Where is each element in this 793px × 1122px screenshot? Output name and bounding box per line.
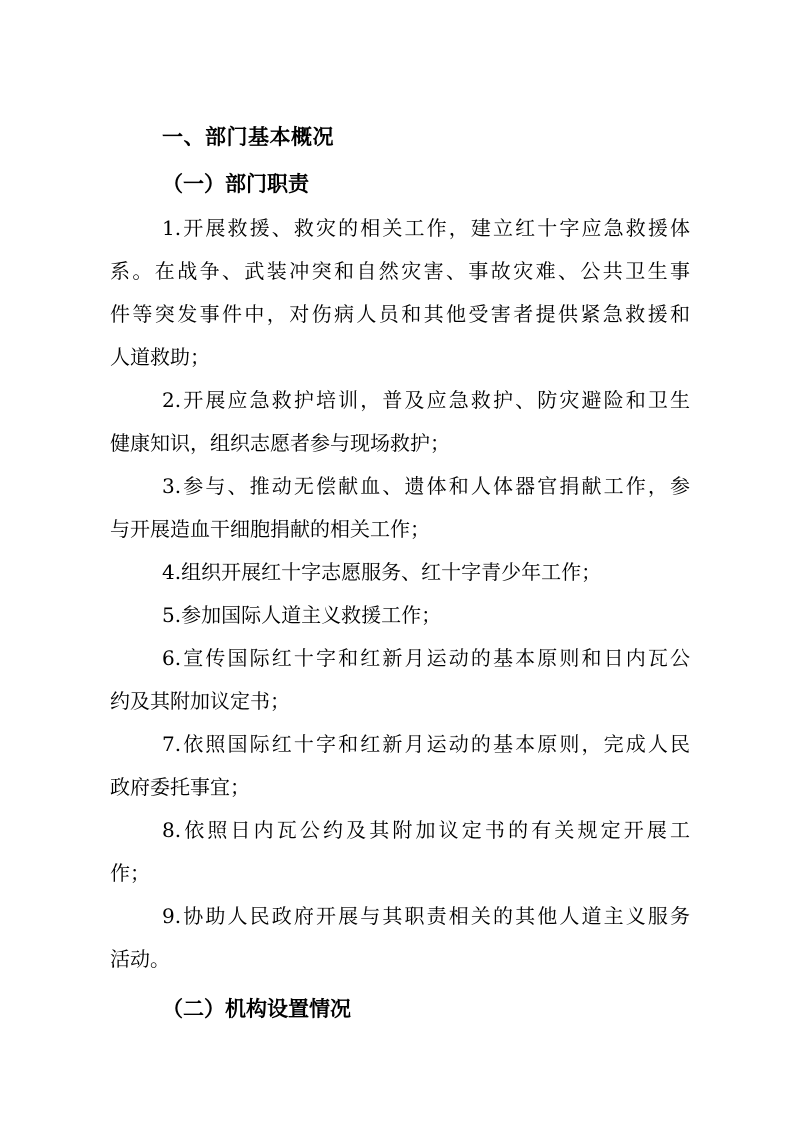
- paragraph-line: 4.组织开展红十字志愿服务、红十字青少年工作；: [162, 560, 602, 584]
- paragraph-line: 活动。: [110, 947, 170, 971]
- duty-item-1: [110, 207, 690, 379]
- duty-item-8: [110, 809, 690, 895]
- paragraph-line: 约及其附加议定书；: [110, 689, 290, 713]
- paragraph-line: 作；: [110, 861, 150, 885]
- paragraph-line: 3.参与、推动无偿献血、遗体和人体器官捐献工作，参: [162, 474, 690, 498]
- paragraph-line: 5.参加国际人道主义救援工作；: [162, 603, 442, 627]
- duty-item-6: [110, 637, 690, 723]
- chapter-heading: 一、部门基本概况: [162, 125, 334, 149]
- duty-item-7: [110, 723, 690, 809]
- paragraph-line: 与开展造血干细胞捐献的相关工作；: [110, 517, 430, 541]
- paragraph-line: 系。在战争、武装冲突和自然灾害、事故灾难、公共卫生事: [110, 259, 690, 283]
- section-heading-duties: （一）部门职责: [162, 172, 309, 196]
- duty-item-9: [110, 895, 690, 981]
- duty-item-3: [110, 465, 690, 551]
- paragraph-line: 6.宣传国际红十字和红新月运动的基本原则和日内瓦公: [162, 646, 690, 670]
- paragraph-line: 8.依照日内瓦公约及其附加议定书的有关规定开展工: [162, 818, 690, 842]
- duty-item-2: [110, 379, 690, 465]
- paragraph-line: 1.开展救援、救灾的相关工作，建立红十字应急救援体: [162, 216, 690, 240]
- duty-item-5: [110, 594, 690, 637]
- paragraph-line: 人道救助；: [110, 345, 210, 369]
- duty-item-4: [110, 551, 690, 594]
- paragraph-line: 2.开展应急救护培训，普及应急救护、防灾避险和卫生: [162, 388, 690, 412]
- section-heading-organization: （二）机构设置情况: [162, 997, 351, 1021]
- paragraph-line: 7.依照国际红十字和红新月运动的基本原则，完成人民: [162, 732, 690, 756]
- paragraph-line: 健康知识，组织志愿者参与现场救护；: [110, 431, 450, 455]
- paragraph-line: 9.协助人民政府开展与其职责相关的其他人道主义服务: [162, 904, 690, 928]
- paragraph-line: 政府委托事宜；: [110, 775, 250, 799]
- paragraph-line: 件等突发事件中，对伤病人员和其他受害者提供紧急救援和: [110, 302, 690, 326]
